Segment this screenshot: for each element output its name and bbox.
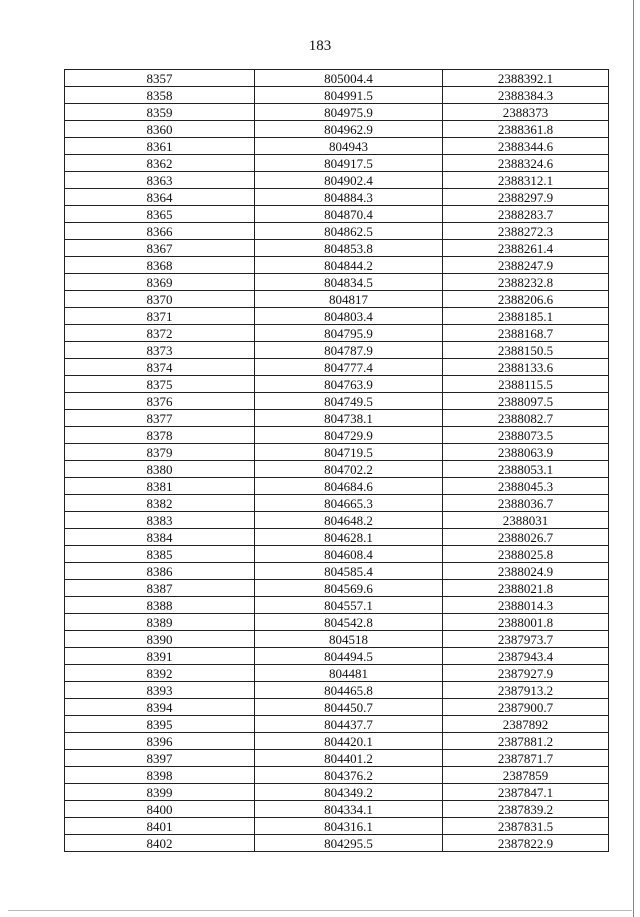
table-row [65, 104, 609, 121]
x-coordinate-cell: 804803.4 [255, 308, 443, 325]
y-coordinate-cell: 2388206.6 [443, 291, 609, 308]
table-row [65, 359, 609, 376]
x-coordinate-cell: 804542.8 [255, 614, 443, 631]
table-row [65, 155, 609, 172]
point-number-cell: 8391 [65, 648, 255, 665]
x-coordinate-cell: 804975.9 [255, 104, 443, 121]
x-coordinate-cell: 804465.8 [255, 682, 443, 699]
y-coordinate-cell: 2388115.5 [443, 376, 609, 393]
x-coordinate-cell: 804608.4 [255, 546, 443, 563]
y-coordinate-cell: 2388045.3 [443, 478, 609, 495]
point-number-cell: 8365 [65, 206, 255, 223]
point-number-cell: 8400 [65, 801, 255, 818]
table-row [65, 750, 609, 767]
coordinate-table [64, 69, 609, 852]
x-coordinate-cell: 804569.6 [255, 580, 443, 597]
table-row [65, 682, 609, 699]
table-row [65, 342, 609, 359]
point-number-cell: 8366 [65, 223, 255, 240]
point-number-cell: 8396 [65, 733, 255, 750]
point-number-cell: 8370 [65, 291, 255, 308]
point-number-cell: 8388 [65, 597, 255, 614]
point-number-cell: 8386 [65, 563, 255, 580]
y-coordinate-cell: 2388053.1 [443, 461, 609, 478]
table-row [65, 444, 609, 461]
y-coordinate-cell: 2387881.2 [443, 733, 609, 750]
table-row [65, 580, 609, 597]
table-row [65, 546, 609, 563]
y-coordinate-cell: 2388026.7 [443, 529, 609, 546]
point-number-cell: 8384 [65, 529, 255, 546]
x-coordinate-cell: 804557.1 [255, 597, 443, 614]
point-number-cell: 8369 [65, 274, 255, 291]
x-coordinate-cell: 804628.1 [255, 529, 443, 546]
point-number-cell: 8373 [65, 342, 255, 359]
page-edge-line [8, 910, 632, 911]
y-coordinate-cell: 2388001.8 [443, 614, 609, 631]
x-coordinate-cell: 804401.2 [255, 750, 443, 767]
y-coordinate-cell: 2388097.5 [443, 393, 609, 410]
x-coordinate-cell: 804962.9 [255, 121, 443, 138]
table-row [65, 495, 609, 512]
y-coordinate-cell: 2388133.6 [443, 359, 609, 376]
point-number-cell: 8385 [65, 546, 255, 563]
table-row [65, 835, 609, 852]
y-coordinate-cell: 2388297.9 [443, 189, 609, 206]
point-number-cell: 8398 [65, 767, 255, 784]
table-row [65, 631, 609, 648]
table-row [65, 138, 609, 155]
x-coordinate-cell: 804349.2 [255, 784, 443, 801]
point-number-cell: 8402 [65, 835, 255, 852]
y-coordinate-cell: 2387822.9 [443, 835, 609, 852]
table-row [65, 308, 609, 325]
table-row [65, 257, 609, 274]
point-number-cell: 8379 [65, 444, 255, 461]
y-coordinate-cell: 2387900.7 [443, 699, 609, 716]
x-coordinate-cell: 804420.1 [255, 733, 443, 750]
x-coordinate-cell: 804316.1 [255, 818, 443, 835]
x-coordinate-cell: 804763.9 [255, 376, 443, 393]
table-row [65, 716, 609, 733]
table-row [65, 223, 609, 240]
y-coordinate-cell: 2388082.7 [443, 410, 609, 427]
y-coordinate-cell: 2388185.1 [443, 308, 609, 325]
y-coordinate-cell: 2388063.9 [443, 444, 609, 461]
point-number-cell: 8357 [65, 70, 255, 87]
table-row [65, 121, 609, 138]
x-coordinate-cell: 804862.5 [255, 223, 443, 240]
table-row [65, 512, 609, 529]
y-coordinate-cell: 2388261.4 [443, 240, 609, 257]
table-row [65, 240, 609, 257]
point-number-cell: 8364 [65, 189, 255, 206]
y-coordinate-cell: 2388392.1 [443, 70, 609, 87]
y-coordinate-cell: 2388312.1 [443, 172, 609, 189]
table-row [65, 597, 609, 614]
table-row [65, 393, 609, 410]
y-coordinate-cell: 2387847.1 [443, 784, 609, 801]
point-number-cell: 8383 [65, 512, 255, 529]
table-row [65, 699, 609, 716]
y-coordinate-cell: 2388036.7 [443, 495, 609, 512]
x-coordinate-cell: 804943 [255, 138, 443, 155]
table-body [65, 70, 609, 852]
y-coordinate-cell: 2387839.2 [443, 801, 609, 818]
x-coordinate-cell: 805004.4 [255, 70, 443, 87]
table-row [65, 733, 609, 750]
x-coordinate-cell: 804738.1 [255, 410, 443, 427]
table-row [65, 614, 609, 631]
point-number-cell: 8387 [65, 580, 255, 597]
y-coordinate-cell: 2387943.4 [443, 648, 609, 665]
x-coordinate-cell: 804665.3 [255, 495, 443, 512]
page-side-line [633, 0, 634, 917]
point-number-cell: 8381 [65, 478, 255, 495]
x-coordinate-cell: 804684.6 [255, 478, 443, 495]
point-number-cell: 8375 [65, 376, 255, 393]
table-row [65, 427, 609, 444]
table-row [65, 529, 609, 546]
x-coordinate-cell: 804817 [255, 291, 443, 308]
x-coordinate-cell: 804787.9 [255, 342, 443, 359]
table-row [65, 818, 609, 835]
table-row [65, 291, 609, 308]
y-coordinate-cell: 2388025.8 [443, 546, 609, 563]
x-coordinate-cell: 804844.2 [255, 257, 443, 274]
x-coordinate-cell: 804295.5 [255, 835, 443, 852]
point-number-cell: 8389 [65, 614, 255, 631]
x-coordinate-cell: 804450.7 [255, 699, 443, 716]
x-coordinate-cell: 804334.1 [255, 801, 443, 818]
y-coordinate-cell: 2388024.9 [443, 563, 609, 580]
point-number-cell: 8372 [65, 325, 255, 342]
point-number-cell: 8374 [65, 359, 255, 376]
point-number-cell: 8378 [65, 427, 255, 444]
y-coordinate-cell: 2388073.5 [443, 427, 609, 444]
table-row [65, 648, 609, 665]
y-coordinate-cell: 2388014.3 [443, 597, 609, 614]
x-coordinate-cell: 804853.8 [255, 240, 443, 257]
x-coordinate-cell: 804991.5 [255, 87, 443, 104]
y-coordinate-cell: 2388247.9 [443, 257, 609, 274]
table-row [65, 325, 609, 342]
y-coordinate-cell: 2387859 [443, 767, 609, 784]
table-row [65, 87, 609, 104]
y-coordinate-cell: 2388344.6 [443, 138, 609, 155]
point-number-cell: 8363 [65, 172, 255, 189]
x-coordinate-cell: 804648.2 [255, 512, 443, 529]
table-row [65, 274, 609, 291]
x-coordinate-cell: 804376.2 [255, 767, 443, 784]
y-coordinate-cell: 2388272.3 [443, 223, 609, 240]
y-coordinate-cell: 2387973.7 [443, 631, 609, 648]
y-coordinate-cell: 2388021.8 [443, 580, 609, 597]
table-row [65, 410, 609, 427]
x-coordinate-cell: 804777.4 [255, 359, 443, 376]
table-row [65, 461, 609, 478]
point-number-cell: 8394 [65, 699, 255, 716]
point-number-cell: 8359 [65, 104, 255, 121]
x-coordinate-cell: 804729.9 [255, 427, 443, 444]
x-coordinate-cell: 804719.5 [255, 444, 443, 461]
table-row [65, 784, 609, 801]
point-number-cell: 8362 [65, 155, 255, 172]
y-coordinate-cell: 2388384.3 [443, 87, 609, 104]
y-coordinate-cell: 2387871.7 [443, 750, 609, 767]
table-row [65, 767, 609, 784]
point-number-cell: 8377 [65, 410, 255, 427]
point-number-cell: 8395 [65, 716, 255, 733]
table-row [65, 801, 609, 818]
y-coordinate-cell: 2388232.8 [443, 274, 609, 291]
point-number-cell: 8376 [65, 393, 255, 410]
point-number-cell: 8392 [65, 665, 255, 682]
point-number-cell: 8390 [65, 631, 255, 648]
y-coordinate-cell: 2388373 [443, 104, 609, 121]
point-number-cell: 8371 [65, 308, 255, 325]
y-coordinate-cell: 2388168.7 [443, 325, 609, 342]
point-number-cell: 8380 [65, 461, 255, 478]
x-coordinate-cell: 804917.5 [255, 155, 443, 172]
point-number-cell: 8358 [65, 87, 255, 104]
point-number-cell: 8367 [65, 240, 255, 257]
point-number-cell: 8399 [65, 784, 255, 801]
point-number-cell: 8382 [65, 495, 255, 512]
x-coordinate-cell: 804702.2 [255, 461, 443, 478]
y-coordinate-cell: 2388324.6 [443, 155, 609, 172]
y-coordinate-cell: 2387913.2 [443, 682, 609, 699]
x-coordinate-cell: 804795.9 [255, 325, 443, 342]
y-coordinate-cell: 2388361.8 [443, 121, 609, 138]
table-row [65, 563, 609, 580]
table-row [65, 172, 609, 189]
x-coordinate-cell: 804749.5 [255, 393, 443, 410]
x-coordinate-cell: 804437.7 [255, 716, 443, 733]
x-coordinate-cell: 804494.5 [255, 648, 443, 665]
page-number: 183 [308, 38, 332, 54]
table-row [65, 70, 609, 87]
x-coordinate-cell: 804870.4 [255, 206, 443, 223]
point-number-cell: 8368 [65, 257, 255, 274]
point-number-cell: 8401 [65, 818, 255, 835]
x-coordinate-cell: 804834.5 [255, 274, 443, 291]
point-number-cell: 8393 [65, 682, 255, 699]
table-row [65, 189, 609, 206]
y-coordinate-cell: 2388150.5 [443, 342, 609, 359]
y-coordinate-cell: 2388283.7 [443, 206, 609, 223]
x-coordinate-cell: 804585.4 [255, 563, 443, 580]
table-row [65, 376, 609, 393]
table-row [65, 665, 609, 682]
y-coordinate-cell: 2388031 [443, 512, 609, 529]
x-coordinate-cell: 804518 [255, 631, 443, 648]
point-number-cell: 8360 [65, 121, 255, 138]
table-row [65, 478, 609, 495]
table-row [65, 206, 609, 223]
y-coordinate-cell: 2387892 [443, 716, 609, 733]
point-number-cell: 8361 [65, 138, 255, 155]
x-coordinate-cell: 804481 [255, 665, 443, 682]
x-coordinate-cell: 804902.4 [255, 172, 443, 189]
y-coordinate-cell: 2387927.9 [443, 665, 609, 682]
x-coordinate-cell: 804884.3 [255, 189, 443, 206]
point-number-cell: 8397 [65, 750, 255, 767]
y-coordinate-cell: 2387831.5 [443, 818, 609, 835]
